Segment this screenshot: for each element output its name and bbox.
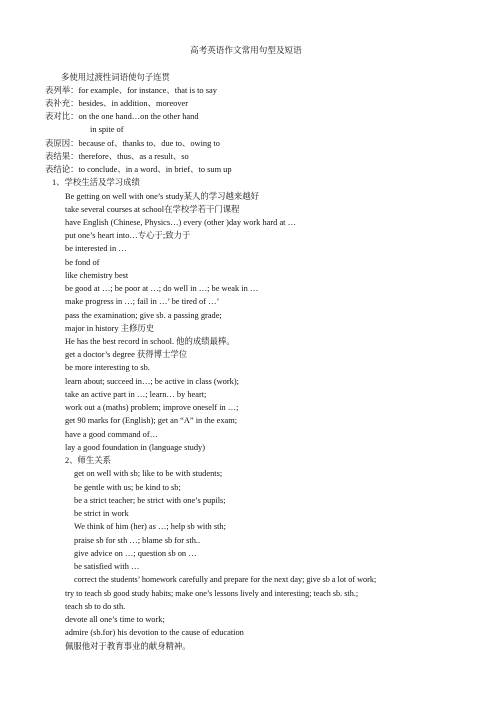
text-line: get a doctor’s degree 获得博士学位 [65,350,188,359]
text-line: 表结果：therefore、thus、as a result、so [45,152,189,161]
text-line: try to teach sb good study habits; make one’s lessons lively and interesting; teach sb. sth.; [65,589,359,598]
text-line: Be getting on well with one’s study某人的学习越来越好 [65,192,260,201]
text-line: pass the examination; give sb. a passing grade; [65,311,222,320]
text-line: take several courses at school在学校学若干门课程 [65,205,240,214]
section-heading: 2、师生关系 [65,456,112,465]
text-line: He has the best record in school. 他的成绩最棒。 [65,337,235,346]
text-line: be gentle with us; be kind to sb; [74,483,181,492]
text-line: work out a (maths) problem; improve oneself in …; [65,403,239,412]
text-line: in spite of [90,125,124,134]
text-line: be satisfied with … [74,562,140,571]
text-line: be a strict teacher; be strict with one’s pupils; [74,496,226,505]
text-line: be fond of [65,258,100,267]
document-title: 高考英语作文常用句型及短语 [190,45,302,55]
text-line: get 90 marks for (English); get an “A” in the exam; [65,416,238,425]
text-line: make progress in …; fail in …’ be tired of …’ [65,297,220,306]
text-line: have a good command of… [65,430,159,439]
text-line: have English (Chinese, Physics…) every (other )day work hard at … [65,218,296,227]
text-line: teach sb to do sth. [65,602,126,611]
text-line: be interested in … [65,244,127,253]
text-line: 佩服他对于教育事业的献身精神。 [65,642,191,651]
text-line: lay a good foundation in (language study) [65,443,206,452]
text-line: 表列举：for example、for instance、that is to say [45,86,217,95]
text-line: devote all one’s time to work; [65,615,165,624]
text-line: 表对比：on the one hand…on the other hand [45,112,199,121]
text-line: put one’s heart into…专心于;致力于 [65,231,191,240]
text-line: correct the students’ homework carefully and prepare for the next day; give sb a lot of work; [74,575,377,584]
text-line: take an active part in …; learn… by heart; [65,390,207,399]
text-line: 表原因：because of、thanks to、due to、owing to [45,139,220,148]
text-line: give advice on …; question sb on … [74,549,197,558]
text-line: be good at …; be poor at …; do well in …; be weak in … [65,284,259,293]
text-line: learn about; succeed in…; be active in class (work); [65,377,239,386]
section-intro: 多使用过渡性词语使句子连贯 [61,73,170,82]
text-line: get on well with sb; like to be with students; [74,469,223,478]
text-line: major in history 主修历史 [65,324,155,333]
text-line: We think of him (her) as …; help sb with sth; [74,522,226,531]
text-line: be more interesting to sb. [65,363,150,372]
text-line: be strict in work [74,509,129,518]
section-heading: 1、学校生活及学习成绩 [52,178,140,187]
text-line: admire (sb.for) his devotion to the cause of education [65,628,244,637]
text-line: 表补充：besides、in addition、moreover [45,99,189,108]
text-line: 表结论：to conclude、in a word、in brief、to sum up [45,165,232,174]
text-line: praise sb for sth …; blame sb for sth.. [74,536,201,545]
text-line: like chemistry best [65,271,129,280]
